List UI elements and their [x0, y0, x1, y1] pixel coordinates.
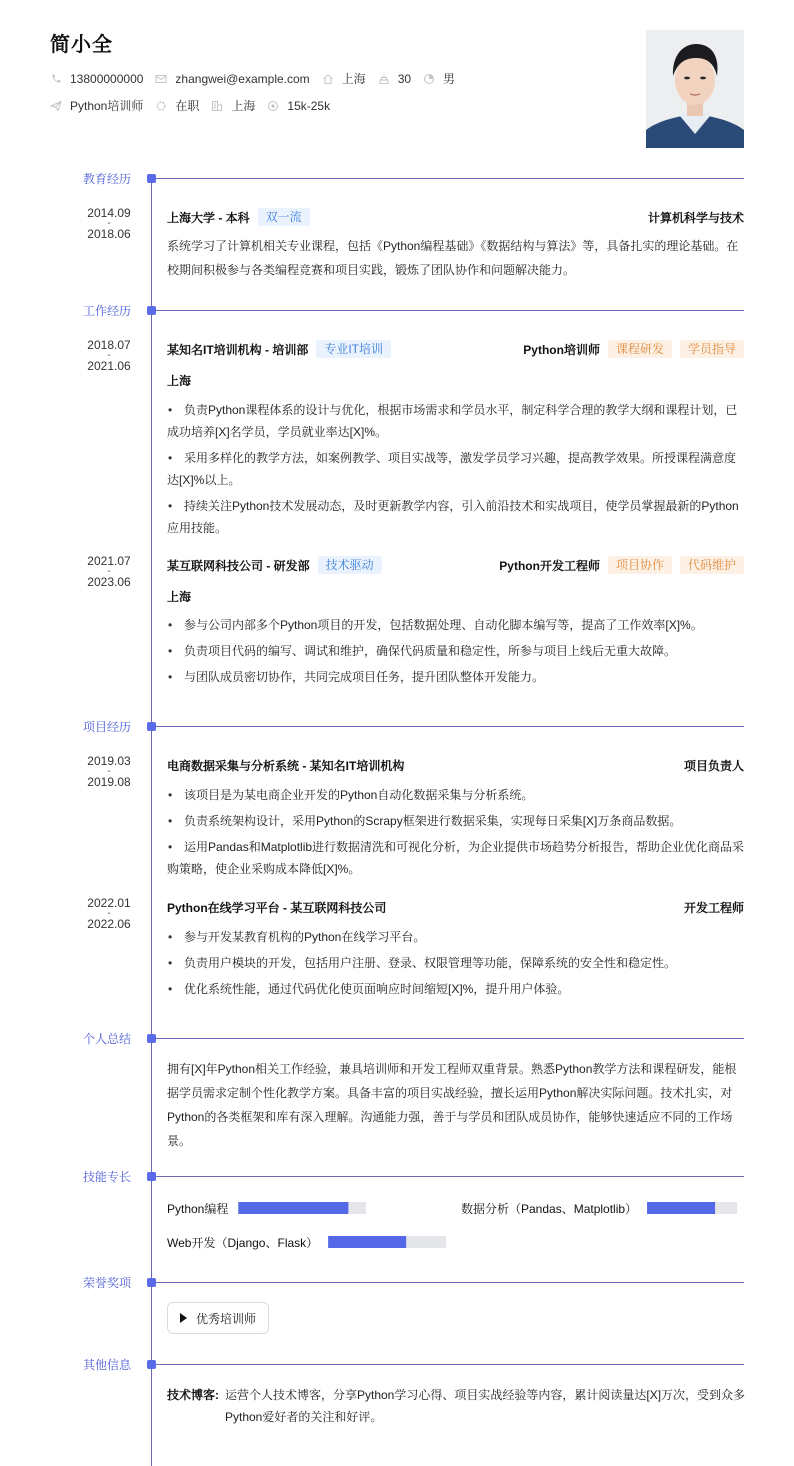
skill-progress-bar — [238, 1202, 366, 1214]
age-icon — [378, 73, 390, 85]
role-tag: 学员指导 — [680, 340, 744, 358]
skill-item — [167, 1201, 366, 1215]
school-tag: 双一流 — [258, 208, 310, 226]
job-intent-row — [50, 97, 342, 114]
work-date — [80, 339, 138, 372]
skill-progress-fill — [238, 1202, 348, 1214]
company-tag: 专业IT培训 — [316, 340, 391, 358]
work-city-item — [211, 97, 255, 114]
role-tag: 代码维护 — [680, 556, 744, 574]
company-name: 某知名IT培训机构 - 培训部 — [167, 342, 309, 357]
work-date — [80, 555, 138, 588]
section-title: 工作经历 — [83, 304, 132, 318]
avatar-photo — [646, 30, 744, 148]
end-date: 2023.06 — [87, 575, 131, 589]
work-city-text: 上海 — [231, 99, 256, 113]
work-bullets — [167, 614, 747, 692]
mail-icon — [155, 73, 167, 85]
summary-text: 拥有[X]年Python相关工作经验，兼具培训师和开发工程师双重背景。熟悉Python教学方法和课程研发，能根据学员需求定制个性化教学方案。具备丰富的项目实战经验，擅长运用Python解决实际问题。技术扎实，对Python的各类框架和库有深入理解。沟通能力强，善于与学员和团队成员协作，能够快速适应不同的工作场景。 — [167, 1062, 737, 1148]
section-divider — [156, 178, 744, 179]
section-title: 其他信息 — [83, 1358, 132, 1372]
other-info-item — [167, 1384, 747, 1428]
position-item — [50, 97, 143, 114]
date-separator: - — [107, 908, 111, 919]
list-item: • 负责系统架构设计，采用Python的Scrapy框架进行数据采集，实现每日采集[X]万条商品数据。 — [167, 810, 747, 832]
list-item: • 负责Python课程体系的设计与优化，根据市场需求和学员水平，制定科学合理的教学大纲和课程计划，已成功培养[X]名学员，学员就业率达[X]%。 — [167, 399, 747, 443]
section-summary-header — [0, 1032, 794, 1046]
status-text: 在职 — [175, 99, 200, 113]
gender-item — [423, 70, 455, 87]
section-divider — [156, 1282, 744, 1283]
company-tag: 技术驱动 — [318, 556, 382, 574]
play-triangle-icon — [180, 1313, 187, 1323]
building-icon — [211, 100, 223, 112]
section-divider — [156, 1176, 744, 1177]
section-divider — [156, 1038, 744, 1039]
award-label: 优秀培训师 — [196, 1311, 257, 1326]
section-title: 教育经历 — [83, 172, 132, 186]
major: 计算机科学与技术 — [647, 210, 744, 225]
section-title: 个人总结 — [83, 1032, 132, 1046]
date-separator: - — [107, 766, 111, 777]
gender-text: 男 — [443, 72, 456, 86]
skill-progress-fill — [328, 1236, 406, 1248]
project-date — [80, 755, 138, 788]
list-item: • 持续关注Python技术发展动态，及时更新教学内容，引入前沿技术和实战项目，使学员掌握最新的Python应用技能。 — [167, 495, 747, 539]
section-education-header — [0, 172, 794, 186]
candidate-name: 简小全 — [50, 34, 113, 56]
start-date: 2019.03 — [87, 754, 131, 768]
company-name: 某互联网科技公司 - 研发部 — [167, 558, 310, 573]
city-item — [322, 70, 366, 87]
start-date: 2018.07 — [87, 338, 131, 352]
send-icon — [50, 100, 62, 112]
work-location: 上海 — [167, 590, 192, 604]
start-date: 2014.09 — [87, 206, 131, 220]
skill-progress-bar — [647, 1202, 737, 1214]
skill-label: 数据分析（Pandas、Matplotlib） — [461, 1201, 638, 1216]
timeline-line — [151, 178, 152, 1466]
section-title: 技能专长 — [83, 1170, 132, 1184]
phone-item — [50, 72, 143, 86]
timeline-dot — [147, 306, 156, 315]
work-entry-header — [167, 555, 744, 575]
start-date: 2021.07 — [87, 554, 131, 568]
timeline-dot — [147, 722, 156, 731]
work-entry-header — [167, 339, 744, 359]
education-date — [80, 207, 138, 240]
timeline-dot — [147, 174, 156, 183]
gender-icon — [423, 73, 435, 85]
other-info-key: 技术博客: — [167, 1388, 219, 1402]
skill-label: Python编程 — [167, 1201, 229, 1216]
project-role: 开发工程师 — [683, 900, 744, 915]
home-icon — [322, 73, 334, 85]
skill-progress-bar — [328, 1236, 446, 1248]
section-projects-header — [0, 720, 794, 734]
phone-text: 13800000000 — [70, 71, 144, 86]
start-date: 2022.01 — [87, 896, 131, 910]
role-tag: 课程研发 — [608, 340, 672, 358]
timeline-dot — [147, 1278, 156, 1287]
section-skills-header — [0, 1170, 794, 1184]
list-item: • 与团队成员密切协作，共同完成项目任务，提升团队整体开发能力。 — [167, 666, 747, 688]
education-entry-header — [167, 207, 744, 227]
project-bullets — [167, 784, 747, 884]
work-location: 上海 — [167, 374, 192, 388]
project-bullets — [167, 926, 747, 1004]
skill-label: Web开发（Django、Flask） — [167, 1235, 319, 1250]
section-divider — [156, 310, 744, 311]
contact-row — [50, 70, 467, 87]
date-separator: - — [107, 566, 111, 577]
timeline-dot — [147, 1034, 156, 1043]
list-item: • 采用多样化的教学方法，如案例教学、项目实战等，激发学员学习兴趣，提高教学效果。所授课程满意度达[X]%以上。 — [167, 447, 747, 491]
project-role: 项目负责人 — [683, 758, 744, 773]
status-item — [155, 97, 199, 114]
project-entry-header — [167, 755, 744, 775]
section-work-header — [0, 304, 794, 318]
section-honors-header — [0, 1276, 794, 1290]
section-title: 项目经历 — [83, 720, 132, 734]
salary-item — [267, 99, 330, 113]
salary-icon — [267, 100, 279, 112]
school-name: 上海大学 - 本科 — [167, 210, 250, 225]
end-date: 2018.06 — [87, 227, 131, 241]
list-item: • 优化系统性能，通过代码优化使页面响应时间缩短[X]%，提升用户体验。 — [167, 978, 747, 1000]
end-date: 2021.06 — [87, 359, 131, 373]
timeline-dot — [147, 1360, 156, 1369]
email-item — [155, 72, 309, 86]
project-name: Python在线学习平台 - 某互联网科技公司 — [167, 900, 387, 915]
section-title: 荣誉奖项 — [83, 1276, 132, 1290]
section-divider — [156, 726, 744, 727]
list-item: • 负责用户模块的开发，包括用户注册、登录、权限管理等功能，保障系统的安全性和稳定性。 — [167, 952, 747, 974]
award-chip — [167, 1302, 269, 1334]
email-text: zhangwei@example.com — [175, 71, 310, 86]
list-item: • 该项目是为某电商企业开发的Python自动化数据采集与分析系统。 — [167, 784, 747, 806]
skill-progress-fill — [647, 1202, 715, 1214]
status-icon — [155, 100, 167, 112]
list-item: • 运用Pandas和Matplotlib进行数据清洗和可视化分析，为企业提供市场趋势分析报告，帮助企业优化商品采购策略，使企业采购成本降低[X]%。 — [167, 836, 747, 880]
other-info-value: 运营个人技术博客，分享Python学习心得、项目实战经验等内容，累计阅读量达[X]万次，受到众多Python爱好者的关注和好评。 — [225, 1388, 746, 1424]
age-item — [378, 72, 411, 86]
section-divider — [156, 1364, 744, 1365]
end-date: 2019.08 — [87, 775, 131, 789]
project-date — [80, 897, 138, 930]
end-date: 2022.06 — [87, 917, 131, 931]
phone-icon — [50, 73, 62, 85]
project-name: 电商数据采集与分析系统 - 某知名IT培训机构 — [167, 758, 405, 773]
salary-text: 15k-25k — [287, 98, 331, 113]
list-item: • 负责项目代码的编写、调试和维护，确保代码质量和稳定性，所参与项目上线后无重大故障。 — [167, 640, 747, 662]
role-tag: 项目协作 — [608, 556, 672, 574]
city-text: 上海 — [341, 72, 366, 86]
project-entry-header — [167, 897, 744, 917]
date-separator: - — [107, 218, 111, 229]
work-bullets — [167, 399, 747, 543]
list-item: • 参与公司内部多个Python项目的开发，包括数据处理、自动化脚本编写等，提高了工作效率[X]%。 — [167, 614, 747, 636]
position-text: Python培训师 — [70, 99, 144, 113]
skill-item — [167, 1235, 446, 1249]
age-text: 30 — [397, 71, 412, 86]
section-other-header — [0, 1358, 794, 1372]
timeline-dot — [147, 1172, 156, 1181]
date-separator: - — [107, 350, 111, 361]
list-item: • 参与开发某教育机构的Python在线学习平台。 — [167, 926, 747, 948]
job-role: Python培训师 — [523, 342, 600, 357]
education-description: 系统学习了计算机相关专业课程，包括《Python编程基础》《数据结构与算法》等，具备扎实的理论基础。在校期间积极参与各类编程竞赛和项目实践，锻炼了团队协作和问题解决能力。 — [167, 239, 739, 277]
job-role: Python开发工程师 — [499, 558, 600, 573]
skill-item — [461, 1201, 737, 1215]
